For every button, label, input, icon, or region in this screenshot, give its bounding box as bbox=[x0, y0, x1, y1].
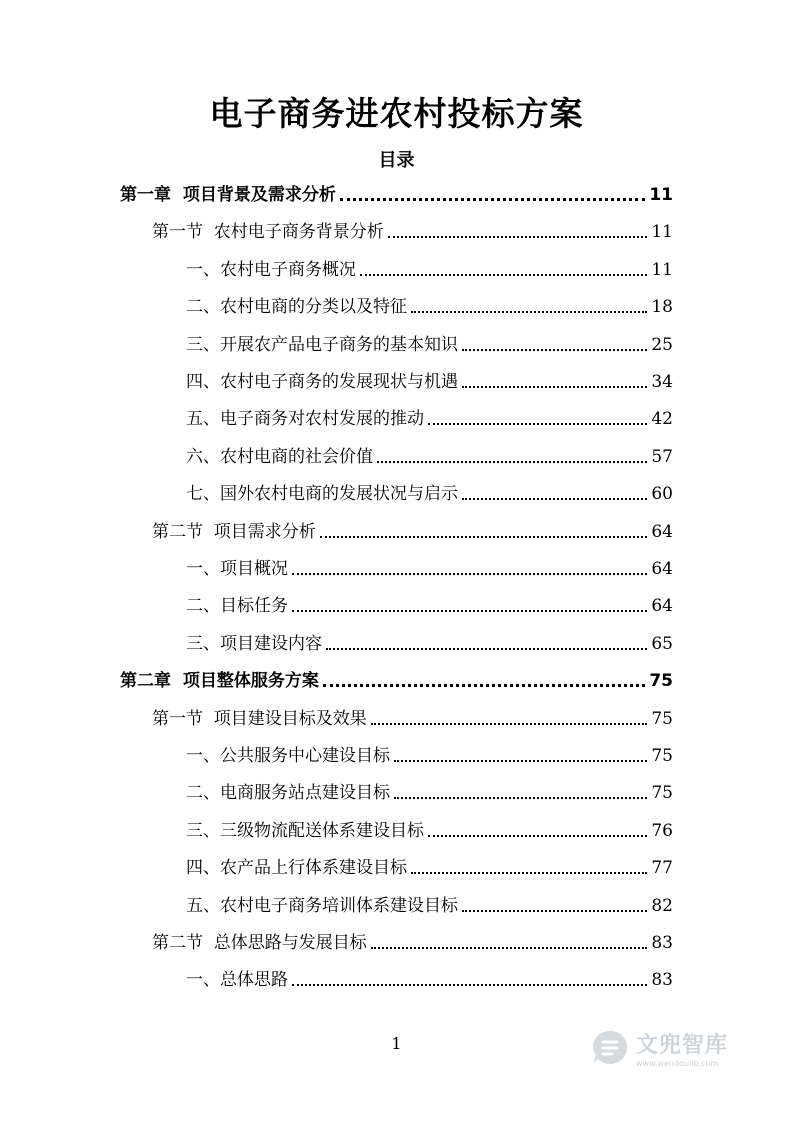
toc-dot-leader bbox=[428, 835, 647, 837]
toc-entry-label: 五、电子商务对农村发展的推动 bbox=[186, 409, 424, 430]
toc-dot-leader bbox=[292, 573, 647, 575]
watermark bbox=[590, 1020, 750, 1076]
toc-entry-label: 三、三级物流配送体系建设目标 bbox=[186, 820, 424, 841]
toc-entry-chapter[interactable] bbox=[120, 668, 673, 692]
toc-dot-leader bbox=[340, 198, 645, 201]
toc-dot-leader bbox=[388, 236, 648, 238]
toc-entry-label: 四、农产品上行体系建设目标 bbox=[186, 858, 407, 879]
toc-entry-page: 25 bbox=[651, 334, 673, 355]
toc-entry-item[interactable] bbox=[186, 332, 673, 356]
toc-entry-page: 77 bbox=[651, 858, 673, 879]
toc-entry-page: 11 bbox=[651, 259, 673, 280]
toc-entry-label: 一、总体思路 bbox=[186, 970, 288, 991]
toc-entry-page: 42 bbox=[651, 409, 673, 430]
toc-entry-item[interactable] bbox=[186, 369, 673, 393]
toc-entry-page: 75 bbox=[651, 783, 673, 804]
toc-entry-page: 64 bbox=[651, 596, 673, 617]
document-title: 电子商务进农村投标方案 bbox=[209, 94, 584, 133]
toc-entry-page: 18 bbox=[651, 297, 673, 318]
toc-entry-label: 第二节 项目需求分析 bbox=[152, 521, 316, 542]
toc-entry-section[interactable] bbox=[152, 519, 673, 543]
toc-entry-page: 64 bbox=[651, 559, 673, 579]
toc-dot-leader bbox=[394, 797, 647, 799]
toc-entry-item[interactable] bbox=[186, 481, 673, 505]
toc-entry-item[interactable] bbox=[186, 444, 673, 468]
toc-dot-leader bbox=[394, 760, 647, 762]
toc-entry-item[interactable] bbox=[186, 556, 673, 580]
toc-entry-item[interactable] bbox=[186, 257, 673, 281]
toc-entry-section[interactable] bbox=[152, 706, 673, 730]
toc-dot-leader bbox=[462, 910, 647, 912]
toc-entry-label: 第一章 项目背景及需求分析 bbox=[120, 185, 336, 205]
toc-entry-label: 二、目标任务 bbox=[186, 596, 288, 617]
watermark-url: www.wendoulib.com bbox=[636, 1059, 719, 1068]
toc-dot-leader bbox=[326, 648, 647, 650]
toc-entry-item[interactable] bbox=[186, 406, 673, 430]
toc-entry-page: 82 bbox=[651, 895, 673, 916]
page-number: 1 bbox=[391, 1034, 402, 1053]
toc-dot-leader bbox=[428, 423, 647, 425]
toc-entry-label: 七、国外农村电商的发展状况与启示 bbox=[186, 484, 458, 505]
watermark-name: 文兜智库 bbox=[636, 1033, 729, 1058]
toc-entry-label: 三、开展农产品电子商务的基本知识 bbox=[186, 334, 458, 355]
toc-entry-item[interactable] bbox=[186, 967, 673, 991]
toc-dot-leader bbox=[371, 947, 648, 949]
toc-entry-page: 76 bbox=[651, 820, 673, 841]
toc-dot-leader bbox=[292, 984, 647, 986]
toc-dot-leader bbox=[323, 684, 645, 687]
toc-entry-page: 60 bbox=[651, 484, 673, 505]
toc-dot-leader bbox=[377, 461, 647, 463]
toc-entry-item[interactable] bbox=[186, 294, 673, 318]
toc-dot-leader bbox=[411, 311, 647, 313]
toc-entry-item[interactable] bbox=[186, 818, 673, 842]
toc-entry-item[interactable] bbox=[186, 593, 673, 617]
toc-entry-label: 四、农村电子商务的发展现状与机遇 bbox=[186, 372, 458, 392]
toc-entry-page: 75 bbox=[651, 708, 673, 729]
toc-dot-leader bbox=[371, 723, 648, 725]
toc-dot-leader bbox=[462, 386, 647, 388]
toc-entry-page: 65 bbox=[651, 633, 673, 654]
toc-entry-label: 第二章 项目整体服务方案 bbox=[120, 671, 319, 692]
toc-entry-page: 57 bbox=[651, 446, 673, 467]
toc-entry-page: 11 bbox=[651, 222, 673, 243]
toc-entry-label: 一、农村电子商务概况 bbox=[186, 259, 356, 280]
toc-entry-label: 三、项目建设内容 bbox=[186, 633, 322, 654]
toc-entry-label: 第一节 农村电子商务背景分析 bbox=[152, 222, 384, 243]
toc-entry-label: 六、农村电商的社会价值 bbox=[186, 446, 373, 467]
toc-entry-item[interactable] bbox=[186, 631, 673, 655]
toc-entry-section[interactable] bbox=[152, 219, 673, 243]
toc-entry-item[interactable] bbox=[186, 780, 673, 804]
toc-dot-leader bbox=[411, 872, 647, 874]
toc-entry-label: 二、农村电商的分类以及特征 bbox=[186, 297, 407, 318]
toc-entry-item[interactable] bbox=[186, 855, 673, 879]
toc-heading: 目录 bbox=[378, 150, 415, 171]
toc-dot-leader bbox=[292, 610, 647, 612]
toc-entry-label: 一、项目概况 bbox=[186, 559, 288, 579]
toc-entry-label: 第二节 总体思路与发展目标 bbox=[152, 933, 367, 953]
toc-dot-leader bbox=[320, 536, 648, 538]
toc-entry-label: 五、农村电子商务培训体系建设目标 bbox=[186, 895, 458, 916]
toc-entry-item[interactable] bbox=[186, 893, 673, 917]
toc-dot-leader bbox=[462, 498, 647, 500]
toc-entry-page: 75 bbox=[649, 671, 673, 692]
toc-entry-page: 64 bbox=[651, 521, 673, 542]
toc-entry-page: 11 bbox=[649, 185, 673, 205]
toc-entry-page: 34 bbox=[651, 372, 673, 392]
toc-entry-section[interactable] bbox=[152, 930, 673, 954]
toc-entry-chapter[interactable] bbox=[120, 182, 673, 206]
toc-entry-label: 一、公共服务中心建设目标 bbox=[186, 746, 390, 766]
toc-entry-page: 83 bbox=[651, 933, 673, 953]
toc-dot-leader bbox=[462, 349, 647, 351]
toc-dot-leader bbox=[360, 274, 647, 276]
toc-entry-page: 75 bbox=[651, 746, 673, 766]
toc-entry-label: 第一节 项目建设目标及效果 bbox=[152, 708, 367, 729]
toc-entry-item[interactable] bbox=[186, 743, 673, 767]
toc-entry-label: 二、电商服务站点建设目标 bbox=[186, 783, 390, 804]
toc-entry-page: 83 bbox=[651, 970, 673, 991]
watermark-logo-icon bbox=[590, 1028, 630, 1068]
